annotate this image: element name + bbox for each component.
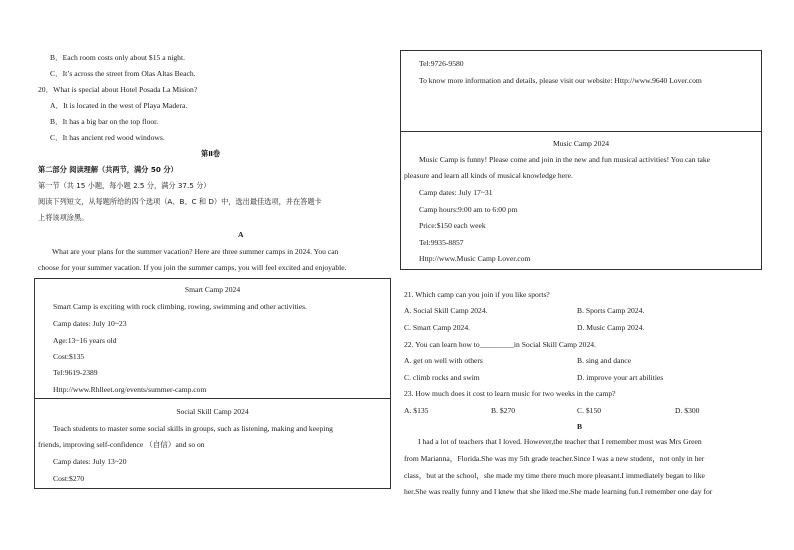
q22-option-d: D. improve your art abilities [577,373,664,382]
box-divider [401,131,761,132]
intro-line-2: choose for your summer vacation. If you join the summer camps, you will feel excited and enjoyable. [38,263,347,272]
smart-camp-title: Smart Camp 2024 [184,285,241,294]
music-camp-hours: Camp hours:9:00 am to 6:00 pm [419,205,518,214]
music-camp-web: Http://www.Music Camp Lover.com [419,254,531,263]
instruction-line-2: 上将该项涂黑。 [38,213,89,222]
smart-camp-tel: Tel:9619-2389 [53,368,98,377]
q22-option-c: C. climb rocks and swim [404,373,480,382]
q23-option-d: D. $300 [675,406,700,415]
q21-option-d: D. Music Camp 2024. [577,323,645,332]
passage-b-line-2: from Marianna，Florida.She was my 5th grade teacher.Since I was a new student，not only in her [404,454,705,463]
q22-stem: 22. You can learn how to_________in Social Skill Camp 2024. [404,340,596,349]
social-camp-dates: Camp dates: July 13~20 [53,457,127,466]
social-camp-tel: Tel:9726-9580 [419,59,464,68]
passage-b-line-3: class，but at the school，she made my time there much more pleasant.I immediately began to like [404,471,705,480]
social-camp-desc-2: friends, improving self-confidence （自信）and so on [38,440,205,449]
q20-option-a: A．It is located in the west of Playa Madera. [50,101,188,110]
social-camp-title: Social Skill Camp 2024 [176,407,249,416]
q21-option-a: A. Social Skill Camp 2024. [404,306,488,315]
social-camp-desc-1: Teach students to master some social skills in groups, such as listening, making and keeping [53,424,333,433]
passage-label-b: B [577,422,583,431]
passage-b-line-4: her.She was really funny and I knew that she liked me.She made learning fun.I remember one day for [404,487,713,496]
q22-option-a: A. get on well with others [404,356,483,365]
volume-title: 第Ⅱ卷 [201,149,221,158]
q19-option-c: C．It’s across the street from Olas Altas Beach. [50,69,196,78]
q23-option-c: C. $150 [577,406,602,415]
q20-stem: 20．What is special about Hotel Posada La Mision? [38,85,198,94]
q23-option-b: B. $270 [491,406,516,415]
q20-option-b: B．It has a big bar on the top floor. [50,117,159,126]
smart-camp-web: Http://www.Rhlleet.org/events/summer-camp.com [53,385,207,394]
passage-b-line-1: I had a lot of teachers that I loved. However,the teacher that I remember most was Mrs Green [418,437,702,446]
camp-box-left [34,278,391,489]
box-divider [35,398,390,399]
q20-option-c: C．It has ancient red wood windows. [50,133,165,142]
q23-stem: 23. How much does it cost to learn music for two weeks in the camp? [404,389,616,398]
music-camp-title: Music Camp 2024 [552,139,610,148]
section1-heading: 第一节（共 15 小题，每小题 2.5 分，满分 37.5 分） [38,181,211,190]
intro-line-1: What are your plans for the summer vacation? Here are three summer camps in 2024. You can [52,247,339,256]
music-camp-dates: Camp dates: July 17~31 [419,188,493,197]
smart-camp-age: Age:13~16 years old [53,336,117,345]
camp-box-right [400,50,762,270]
q21-option-b: B. Sports Camp 2024. [577,306,645,315]
q21-stem: 21. Which camp can you join if you like sports? [404,290,550,299]
q21-option-c: C. Smart Camp 2024. [404,323,471,332]
music-camp-tel: Tel:9935-8857 [419,238,464,247]
smart-camp-cost: Cost:$135 [53,352,85,361]
part2-heading: 第二部分 阅读理解（共两节，满分 50 分） [38,165,178,174]
music-camp-price: Price:$150 each week [419,221,486,230]
q19-option-b: B．Each room costs only about $15 a night. [50,53,185,62]
instruction-line-1: 阅读下列短文，从每题所给的四个选项（A、B、C 和 D）中，选出最佳选项，并在答题卡 [38,197,322,206]
smart-camp-dates: Camp dates: July 10~23 [53,319,127,328]
social-camp-cost: Cost:$270 [53,474,85,483]
music-camp-desc-1: Music Camp is funny! Please come and join in the new and fun musical activities! You can take [419,155,711,164]
q23-option-a: A. $135 [404,406,429,415]
smart-camp-desc: Smart Camp is exciting with rock climbing, rowing, swimming and other activities. [53,302,307,311]
music-camp-desc-2: pleasure and learn all kinds of musical knowledge here. [404,171,573,180]
q22-option-b: B. sing and dance [577,356,631,365]
passage-label-a: A [238,230,244,239]
social-camp-more: To know more information and details, please visit our website: Http://www.9640 Lover.com [419,76,702,85]
